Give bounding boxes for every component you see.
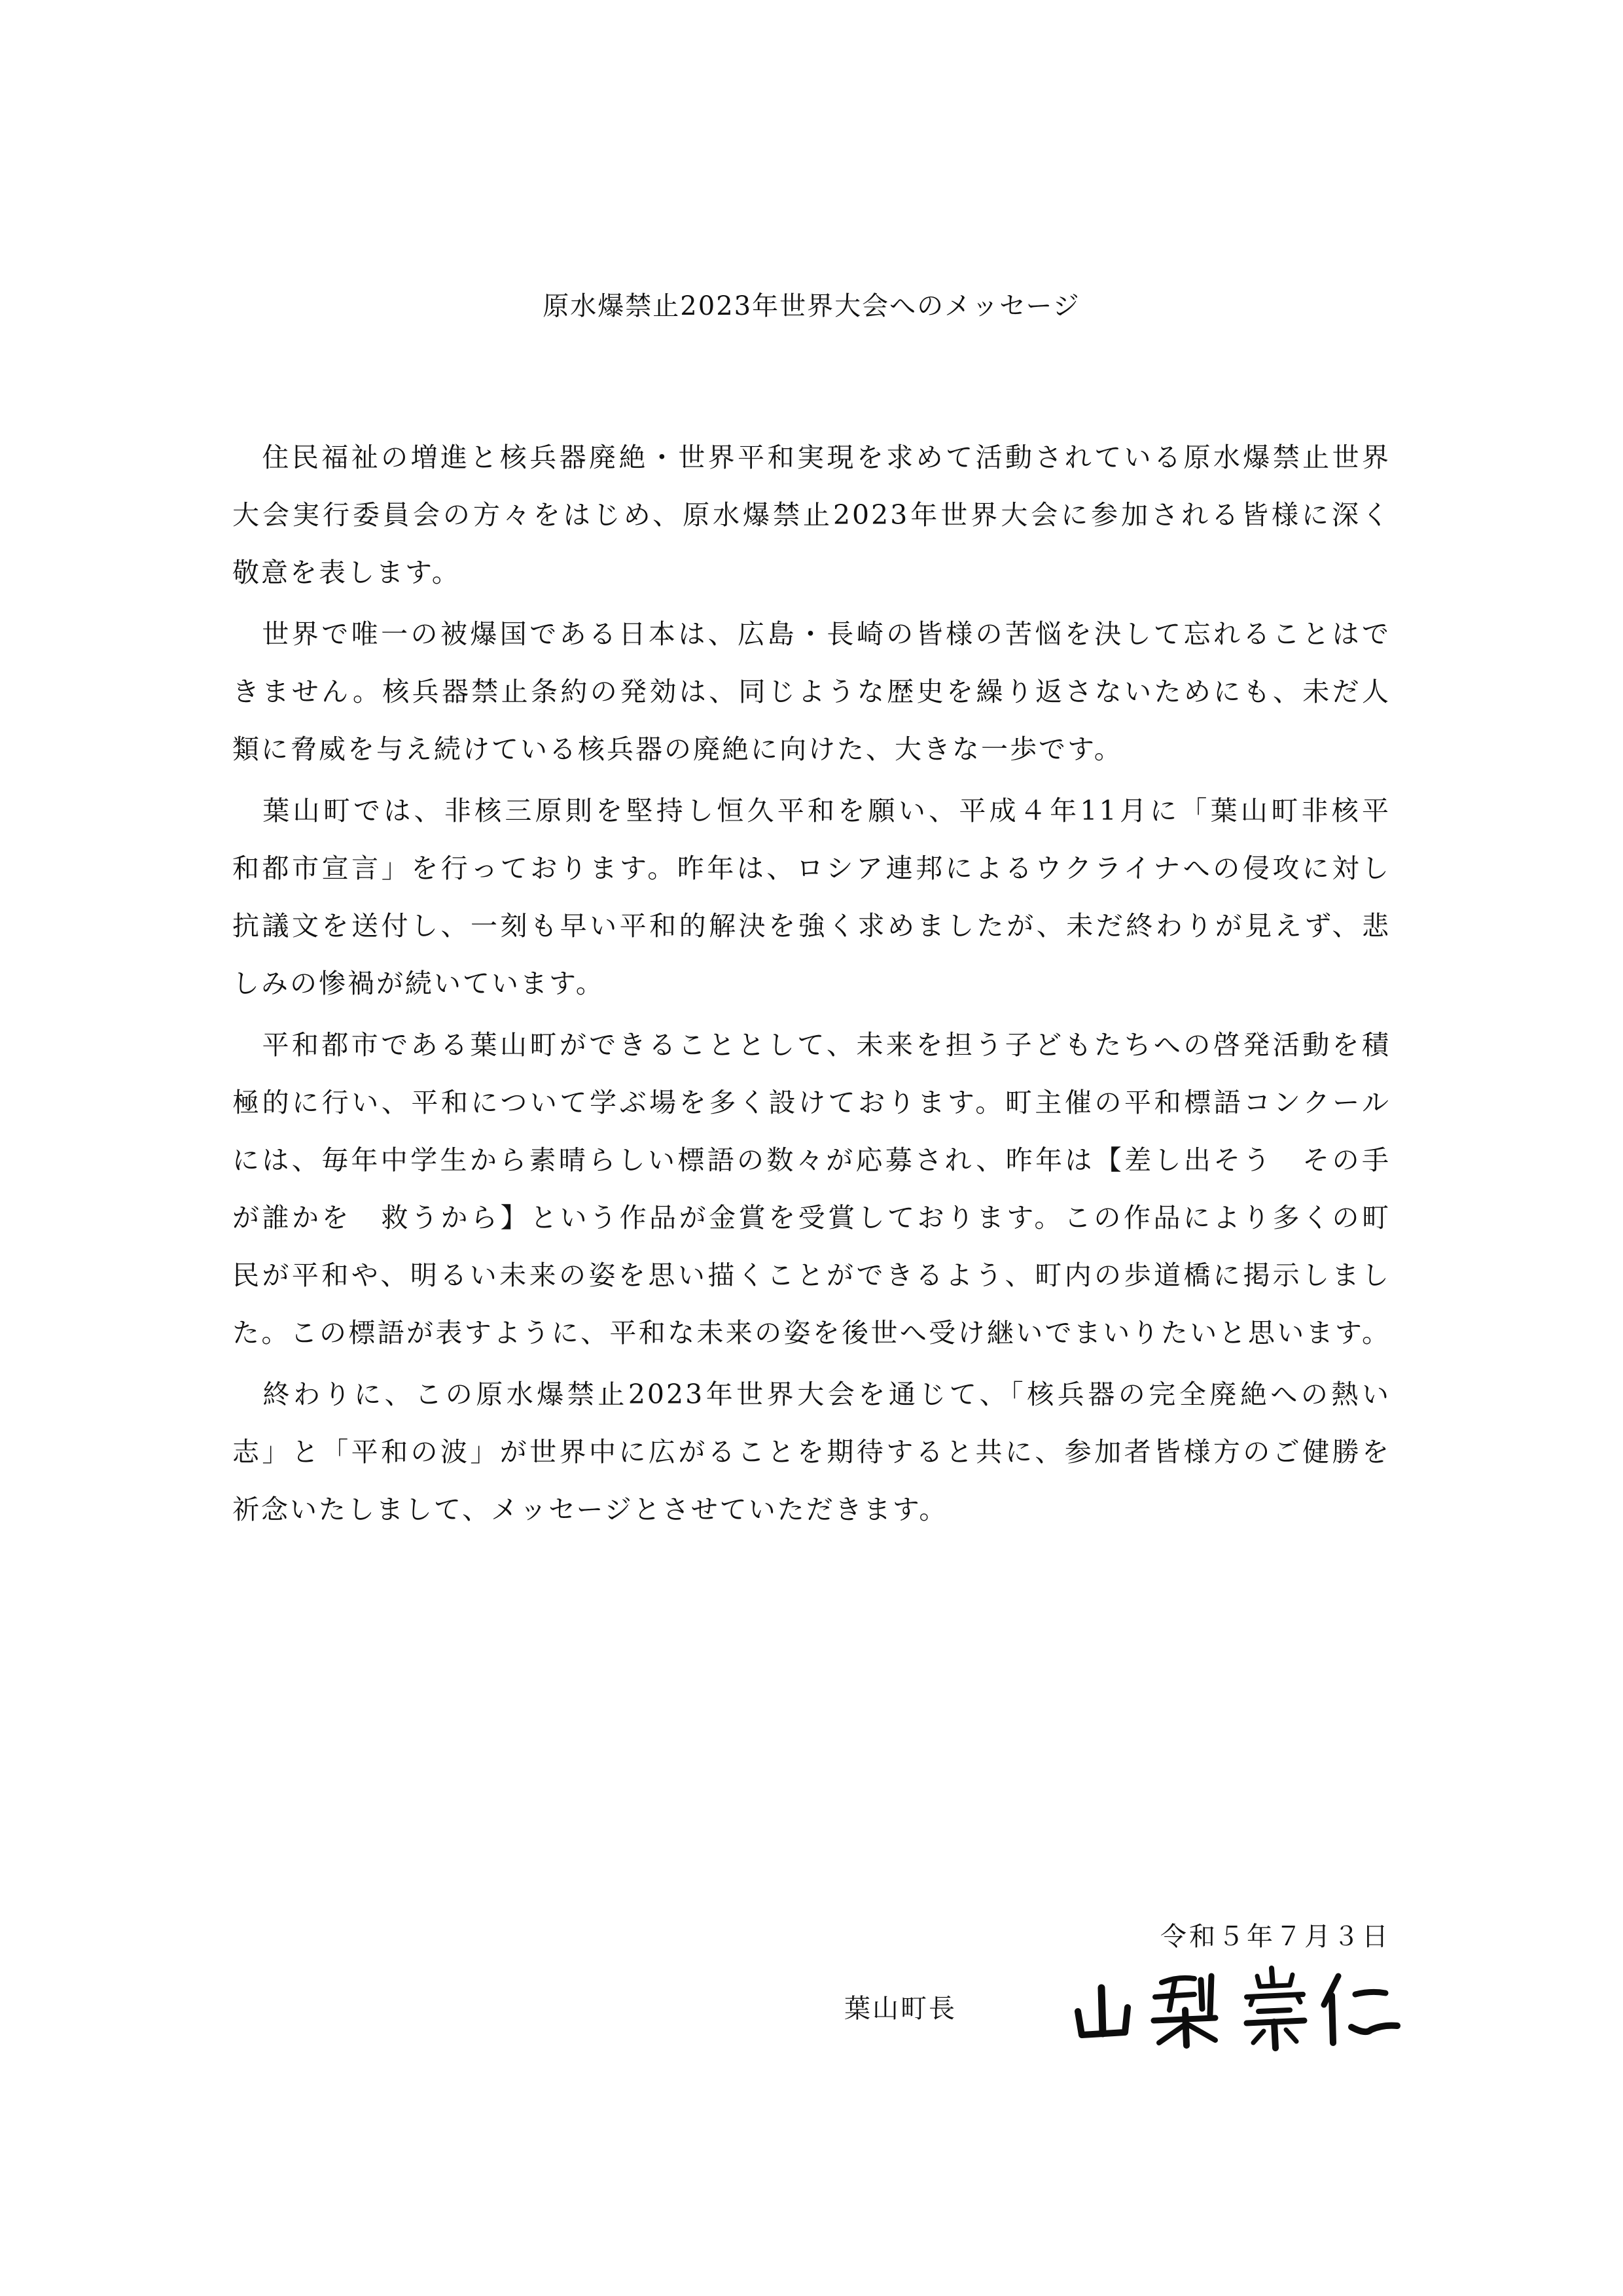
paragraph-3 — [232, 782, 1391, 1012]
paragraph-line: きません。核兵器禁止条約の発効は、同じような歴史を繰り返さないためにも、未だ人 — [232, 676, 1391, 707]
letter-date: 令和５年７月３日 — [1160, 1922, 1391, 1952]
handwritten-signature — [1063, 1956, 1404, 2055]
paragraph-line: 世界で唯一の被爆国である日本は、広島・長崎の皆様の苦悩を決して忘れることはで — [232, 618, 1391, 650]
paragraph-line: 志」と「平和の波」が世界中に広がることを期待すると共に、参加者皆様方のご健勝を — [232, 1436, 1391, 1468]
paragraph-line: 抗議文を送付し、一刻も早い平和的解決を強く求めましたが、未だ終わりが見えず、悲 — [232, 910, 1391, 942]
paragraph-1 — [232, 429, 1391, 601]
letter-body — [232, 429, 1391, 1538]
paragraph-line: 極的に行い、平和について学ぶ場を多く設けております。町主催の平和標語コンクール — [232, 1087, 1391, 1118]
paragraph-line: しみの惨禍が続いています。 — [232, 968, 605, 999]
signatory-title: 葉山町長 — [844, 1994, 957, 2024]
paragraph-line: 祈念いたしまして、メッセージとさせていただきます。 — [232, 1494, 948, 1525]
paragraph-line: 和都市宣言」を行っております。昨年は、ロシア連邦によるウクライナへの侵攻に対し — [232, 853, 1391, 884]
paragraph-line: が誰かを 救うから】という作品が金賞を受賞しております。この作品により多くの町 — [232, 1202, 1391, 1233]
paragraph-line: 大会実行委員会の方々をはじめ、原水爆禁止2023年世界大会に参加される皆様に深く — [232, 499, 1391, 531]
paragraph-line: 住民福祉の増進と核兵器廃絶・世界平和実現を求めて活動されている原水爆禁止世界 — [232, 442, 1391, 473]
paragraph-4 — [232, 1016, 1391, 1362]
paragraph-line: 平和都市である葉山町ができることとして、未来を担う子どもたちへの啓発活動を積 — [232, 1029, 1391, 1061]
paragraph-2 — [232, 605, 1391, 778]
paragraph-line: 終わりに、この原水爆禁止2023年世界大会を通じて、「核兵器の完全廃絶への熱い — [232, 1379, 1391, 1410]
paragraph-line: には、毎年中学生から素晴らしい標語の数々が応募され、昨年は【差し出そう その手 — [232, 1144, 1391, 1176]
paragraph-line: 敬意を表します。 — [232, 557, 461, 588]
paragraph-line: 葉山町では、非核三原則を堅持し恒久平和を願い、平成４年11月に「葉山町非核平 — [232, 795, 1391, 826]
paragraph-line: 類に脅威を与え続けている核兵器の廃絶に向けた、大きな一歩です。 — [232, 733, 1123, 765]
paragraph-line: た。この標語が表すように、平和な未来の姿を後世へ受け継いでまいりたいと思います。 — [232, 1317, 1391, 1349]
paragraph-line: 民が平和や、明るい未来の姿を思い描くことができるよう、町内の歩道橋に掲示しまし — [232, 1260, 1391, 1291]
paragraph-5 — [232, 1366, 1391, 1538]
letter-title: 原水爆禁止2023年世界大会へのメッセージ — [543, 291, 1080, 321]
